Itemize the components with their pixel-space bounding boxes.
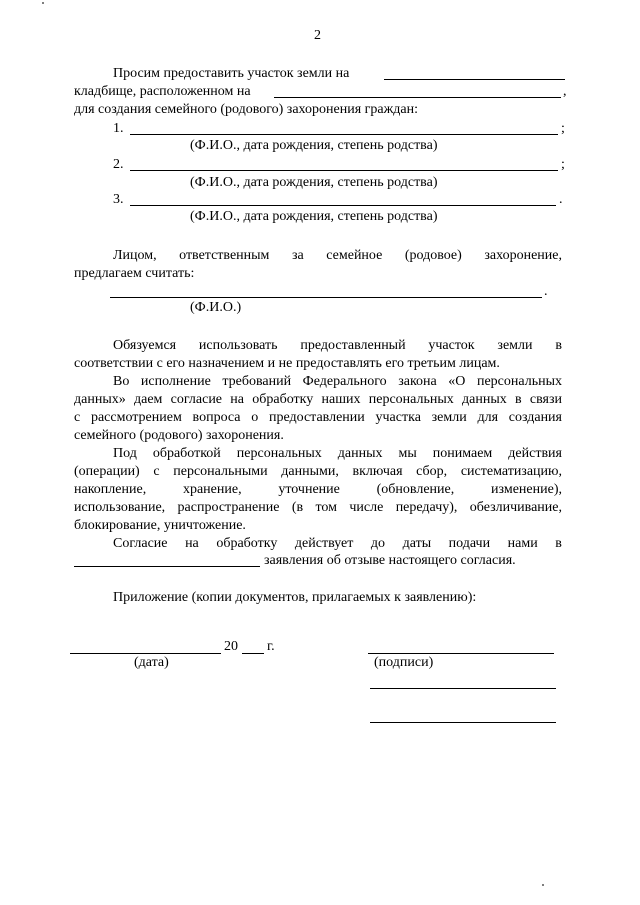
word: подачи [448, 536, 491, 551]
word: в [555, 536, 562, 551]
year-prefix: 20 [224, 639, 238, 654]
responsible-name-field[interactable] [110, 297, 542, 298]
word: на [185, 536, 199, 551]
validity-line-1 [113, 536, 562, 552]
person-2-number: 2. [113, 157, 124, 172]
scan-speck [542, 884, 544, 886]
validity-line-2: заявления об отзыве настоящего согласия. [264, 553, 516, 568]
word: захоронение, [484, 248, 562, 263]
person-1-field[interactable] [130, 134, 558, 135]
cemetery-name-field[interactable] [384, 79, 565, 80]
year-field[interactable] [242, 653, 264, 654]
processing-line-3 [74, 482, 562, 498]
consent-line-1-text: Во исполнение требований Федерального закона «О персональных [113, 374, 562, 389]
word: нами [507, 536, 538, 551]
word: за [291, 248, 304, 263]
responsible-end: . [544, 284, 548, 299]
date-field[interactable] [70, 653, 221, 654]
responsible-line-1 [113, 248, 562, 264]
person-3-caption: (Ф.И.О., дата рождения, степень родства) [190, 209, 438, 224]
word: уточнение [278, 482, 340, 497]
signature-field-3[interactable] [370, 722, 556, 723]
word: (родовое) [404, 248, 462, 263]
intro-line-3: для создания семейного (родового) захоронения граждан: [74, 102, 418, 117]
person-3-number: 3. [113, 192, 124, 207]
obligation-line-1 [113, 338, 562, 354]
signature-field-1[interactable] [368, 653, 554, 654]
person-2-end: ; [561, 157, 565, 172]
processing-line-1: Под обработкой персональных данных мы понимаем действия [113, 446, 562, 461]
word: в [555, 338, 562, 353]
word: обработку [216, 536, 278, 551]
word: Обязуемся [113, 338, 177, 353]
person-1-end: ; [561, 121, 565, 136]
word: накопление, [74, 482, 147, 497]
word: земли [497, 338, 533, 353]
date-caption: (дата) [134, 655, 169, 670]
processing-line-5: блокирование, уничтожение. [74, 518, 246, 533]
processing-line-4: использование, распространение (в том числе передачу), обезличивание, [74, 500, 562, 515]
processing-line-2: (операции) с персональными данными, включая сбор, систематизацию, [74, 464, 562, 479]
responsible-caption: (Ф.И.О.) [190, 300, 242, 315]
scan-speck [42, 2, 44, 4]
word: Согласие [113, 536, 168, 551]
consent-line-2: данных» даем согласие на обработку наших персональных данных в связи [74, 392, 562, 407]
word: Лицом, [113, 248, 157, 263]
word: (обновление, [376, 482, 455, 497]
word: ответственным [179, 248, 270, 263]
person-3-field[interactable] [130, 205, 556, 206]
word: предоставленный [300, 338, 406, 353]
intro-line-2: кладбище, расположенном на [74, 84, 251, 99]
page-number: 2 [314, 28, 321, 43]
word: хранение, [182, 482, 242, 497]
person-1-caption: (Ф.И.О., дата рождения, степень родства) [190, 138, 438, 153]
person-2-field[interactable] [130, 170, 558, 171]
validity-date-field[interactable] [74, 566, 260, 567]
signature-field-2[interactable] [370, 688, 556, 689]
person-1-number: 1. [113, 121, 124, 136]
consent-line-1 [113, 374, 562, 390]
word: семейное [326, 248, 383, 263]
person-2-caption: (Ф.И.О., дата рождения, степень родства) [190, 175, 438, 190]
word: действует [294, 536, 354, 551]
intro-line-1: Просим предоставить участок земли на [113, 66, 350, 81]
consent-line-4: семейного (родового) захоронения. [74, 428, 284, 443]
cemetery-location-field[interactable] [274, 97, 561, 98]
consent-line-3: с рассмотрением вопроса о предоставлении участка земли для создания [74, 410, 562, 425]
year-suffix: г. [267, 639, 275, 654]
word: даты [402, 536, 432, 551]
intro-line-2-end: , [563, 84, 567, 99]
responsible-line-2: предлагаем считать: [74, 266, 195, 281]
attachment-heading: Приложение (копии документов, прилагаемых к заявлению): [113, 590, 477, 605]
word: участок [428, 338, 475, 353]
word: до [370, 536, 386, 551]
signature-caption: (подписи) [374, 655, 434, 670]
obligation-line-2: соответствии с его назначением и не предоставлять его третьим лицам. [74, 356, 500, 371]
word: использовать [198, 338, 278, 353]
word: изменение), [491, 482, 562, 497]
person-3-end: . [559, 192, 563, 207]
